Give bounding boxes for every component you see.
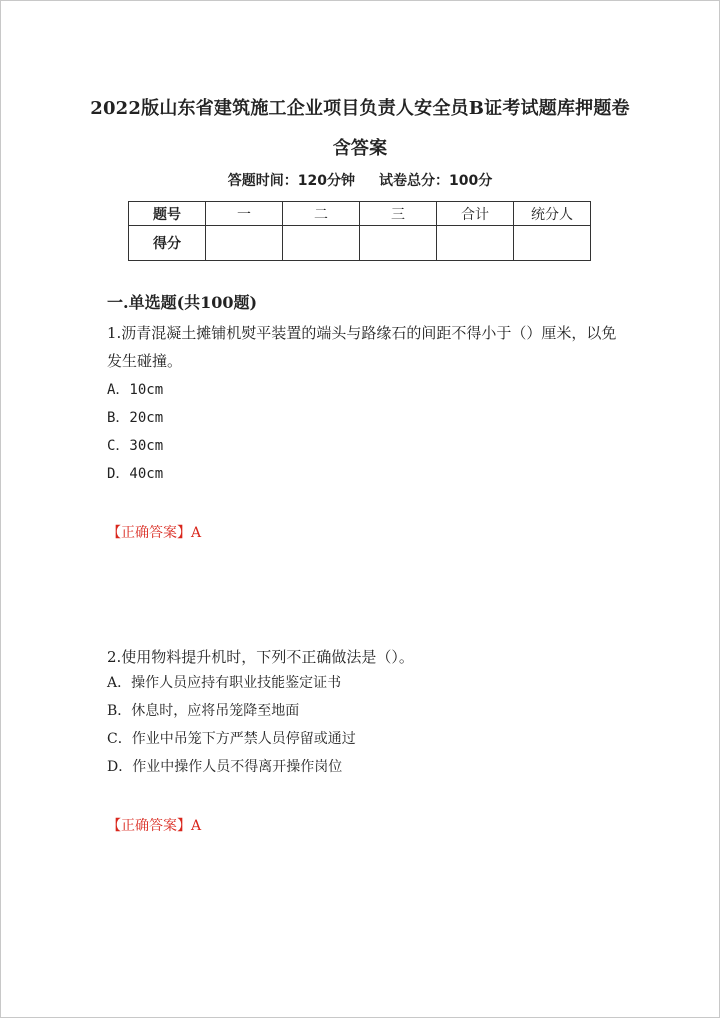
score-header-cell: 题号: [129, 202, 206, 226]
answer-line: [107, 815, 201, 835]
question-option: B．20cm: [107, 410, 164, 426]
score-cell: [360, 226, 437, 261]
score-header-cell: 三: [360, 202, 437, 226]
document-title: 2022版山东省建筑施工企业项目负责人安全员B证考试题库押题卷: [90, 98, 630, 119]
score-table-score-row: [129, 226, 591, 261]
question-option: D．40cm: [107, 466, 164, 482]
answer-label: 【正确答案】: [107, 525, 191, 541]
answer-label: 【正确答案】: [107, 818, 191, 834]
question-option: A．操作人员应持有职业技能鉴定证书: [107, 675, 342, 691]
answer-value: A: [191, 818, 202, 834]
exam-meta: [0, 170, 720, 190]
score-cell: [437, 226, 514, 261]
score-cell: [206, 226, 283, 261]
section-title: 一.单选题(共100题): [107, 293, 258, 312]
score-table: [128, 201, 591, 261]
question-stem: 1.沥青混凝土摊铺机熨平装置的端头与路缘石的间距不得小于（）厘米，以免发生碰撞。: [107, 324, 617, 370]
score-cell: [283, 226, 360, 261]
question-option: C．30cm: [107, 438, 164, 454]
question-option: D．作业中操作人员不得离开操作岗位: [107, 759, 343, 775]
question-stem: 2.使用物料提升机时，下列不正确做法是（）。: [107, 648, 414, 666]
exam-total-score: 试卷总分：100分: [379, 173, 493, 189]
score-header-cell: 二: [283, 202, 360, 226]
score-cell: [514, 226, 591, 261]
score-row-label: 得分: [129, 226, 206, 261]
score-table-header-row: [129, 202, 591, 226]
question-option: A．10cm: [107, 382, 164, 398]
exam-time: 答题时间：120分钟: [227, 173, 355, 189]
score-header-cell: 一: [206, 202, 283, 226]
answer-value: A: [191, 525, 202, 541]
document-subtitle: 含答案: [332, 138, 388, 159]
score-header-cell: 统分人: [514, 202, 591, 226]
score-header-cell: 合计: [437, 202, 514, 226]
answer-line: [107, 522, 201, 542]
question-option: B．休息时，应将吊笼降至地面: [107, 703, 300, 719]
question-option: C．作业中吊笼下方严禁人员停留或通过: [107, 731, 356, 747]
